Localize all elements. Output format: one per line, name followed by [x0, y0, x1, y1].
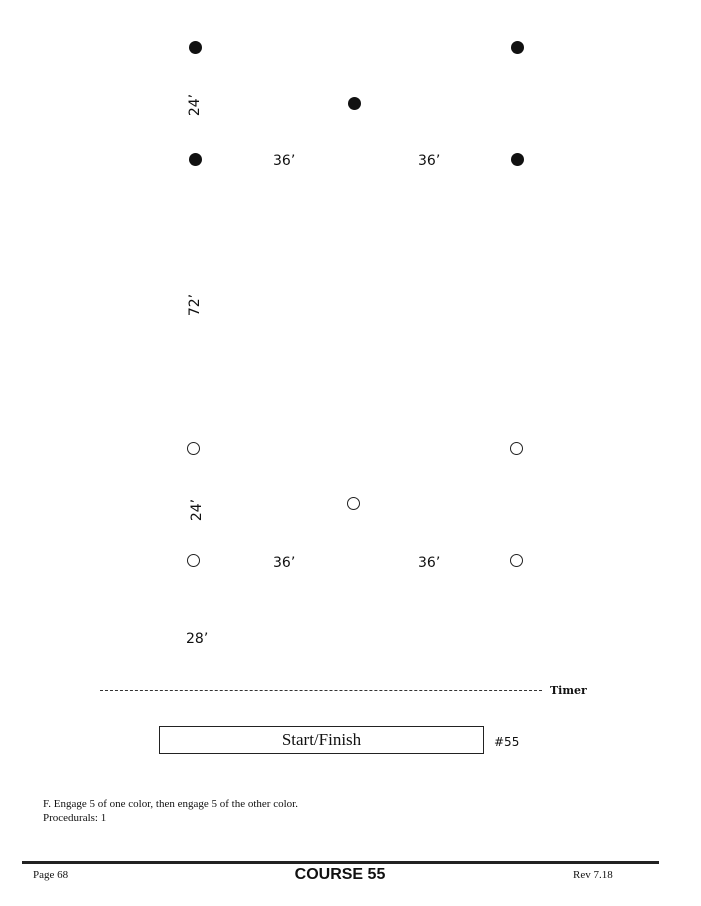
dimension-top-right-span: 36’ — [418, 153, 441, 169]
dimension-bottom-right-span: 36’ — [418, 555, 441, 571]
timer-label: Timer — [550, 684, 587, 697]
cone-filled-top-right — [511, 41, 524, 54]
course-title: COURSE 55 — [294, 866, 386, 883]
cone-filled-top-center — [348, 97, 361, 110]
footer-rule — [22, 861, 659, 864]
cone-open-top-center — [347, 497, 360, 510]
procedurals-note: Procedurals: 1 — [43, 812, 107, 824]
dimension-top-pattern-depth: 24’ — [187, 93, 204, 117]
cone-filled-bottom-left — [189, 153, 202, 166]
start-finish-box: Start/Finish — [159, 726, 484, 754]
revision-label: Rev 7.18 — [573, 869, 613, 881]
page-number: Page 68 — [33, 869, 69, 881]
cone-open-top-left — [187, 442, 200, 455]
dimension-bottom-left-span: 36’ — [273, 555, 296, 571]
dimension-bottom-pattern-depth: 24’ — [189, 498, 206, 522]
cone-filled-top-left — [189, 41, 202, 54]
cone-open-top-right — [510, 442, 523, 455]
instruction-note: F. Engage 5 of one color, then engage 5 of the other color. — [43, 798, 298, 810]
cone-open-bottom-left — [187, 554, 200, 567]
timer-line — [100, 690, 542, 691]
dimension-gap-between-patterns: 72’ — [187, 293, 204, 317]
course-number-tag: #55 — [494, 735, 520, 749]
cone-filled-bottom-right — [511, 153, 524, 166]
cone-open-bottom-right — [510, 554, 523, 567]
dimension-top-left-span: 36’ — [273, 153, 296, 169]
dimension-pattern-to-timer: 28’ — [186, 631, 209, 647]
